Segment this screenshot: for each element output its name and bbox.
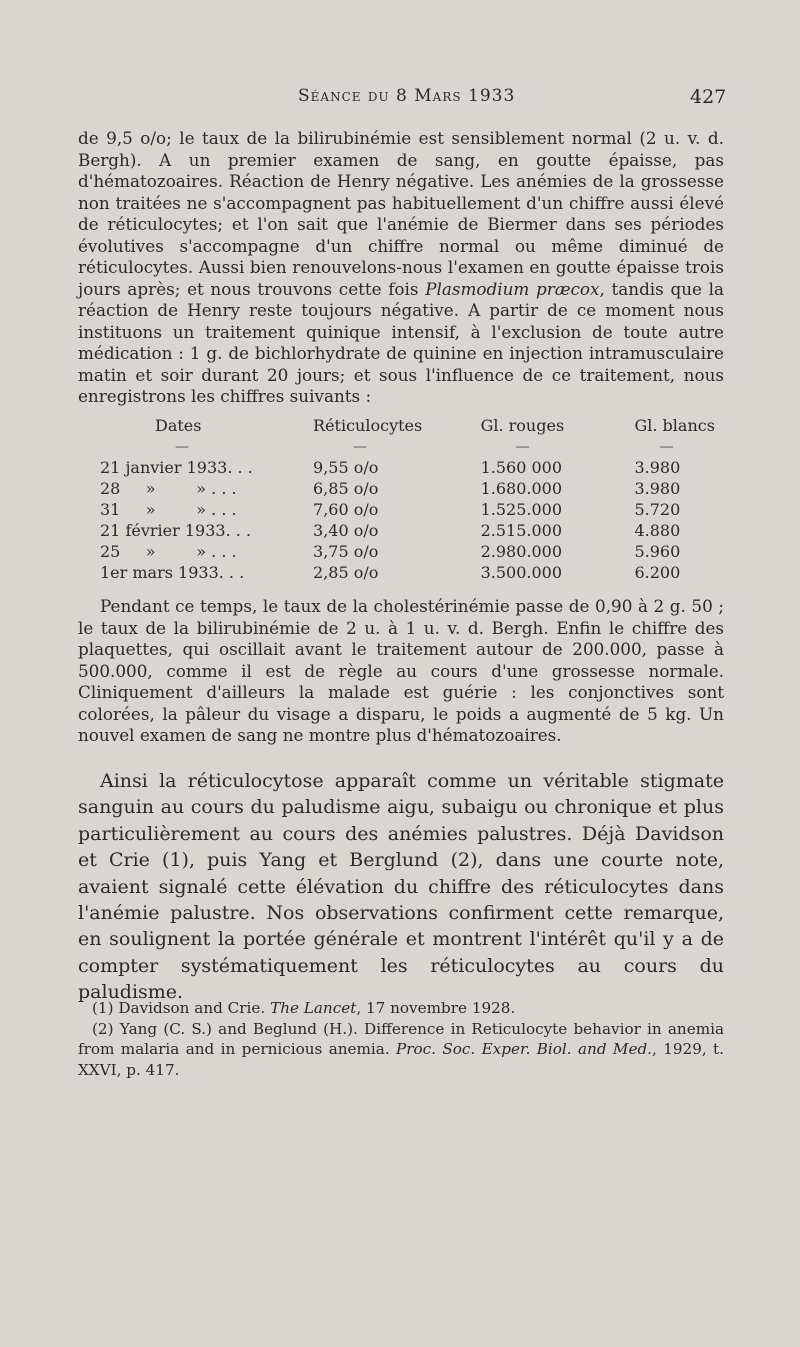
paragraph-text: Ainsi la réticulocytose apparaît comme un véritable stigmate sanguin au cours du paludisme aigu, subaigu ou chronique et plus particulièrement au cours des anémies palustres. Déjà Davidson et Crie (1), puis Yang et Berglund (2), dans une courte note, avaient signalé cette élévation du chiffre des réticulocytes dans l'anémie palustre. Nos observations confirment cette remarque, en soulignent la portée générale et montrent l'intérêt qu'il y a de compter systématiquement les réticulocytes au cours du paludisme. [78, 770, 724, 1004]
table-row [100, 520, 720, 541]
dash: — [353, 438, 368, 455]
footnote [78, 998, 724, 1019]
cell-date: 21 janvier 1933. . . [100, 458, 253, 477]
cell-reticulocytes: 6,85 o/o [313, 479, 379, 498]
running-head: Séance du 8 Mars 1933 [298, 86, 516, 106]
cell-date: 1er mars 1933. . . [100, 563, 245, 582]
footnotes [78, 998, 724, 1080]
table-row [100, 457, 720, 478]
cell-date: 28 » » . . . [100, 479, 237, 498]
species-name: Plasmodium præcox [425, 278, 600, 299]
journal-title: The Lancet [270, 999, 357, 1017]
cell-date: 31 » » . . . [100, 500, 237, 519]
cell-gl-blancs: 5.720 [634, 500, 681, 519]
cell-gl-rouges: 2.980.000 [480, 542, 563, 561]
cell-reticulocytes: 3,40 o/o [313, 521, 379, 540]
dash-row [100, 436, 720, 457]
paragraph-text: de 9,5 o/o; le taux de la bilirubinémie est sensiblement normal (2 u. v. d. Bergh). A un premier examen de sang, en goutte épaisse, pas d'hématozoaires. Réaction de Henry négative. Les anémies de la grossesse non traitées ne s'accompagnent pas habituellement d'un chiffre aussi élevé de réticulocytes; et l'on sait que l'anémie de Biermer dans ses périodes évolutives s'accompagne d'un chiffre normal ou même diminué de réticulocytes. Aussi bien renouvelons-nous l'examen en goutte épaisse trois jours après; et nous trouvons cette fois [78, 128, 724, 299]
paragraph-results [78, 596, 724, 747]
page-number: 427 [690, 86, 727, 108]
cell-reticulocytes: 7,60 o/o [313, 500, 379, 519]
footnote-text: , 17 novembre 1928. [356, 999, 516, 1017]
paragraph-text: Pendant ce temps, le taux de la cholestérinémie passe de 0,90 à 2 g. 50 ; le taux de la bilirubinémie de 2 u. à 1 u. v. d. Bergh. Enfin le chiffre des plaquettes, qui oscillait avant le traitement autour de 200.000, passe à 500.000, comme il est de règle au cours d'une grossesse normale. Cliniquement d'ailleurs la malade est guérie : les conjonctives sont colorées, la pâleur du visage a disparu, le poids a augmenté de 5 kg. Un nouvel examen de sang ne montre plus d'hématozoaires. [78, 596, 724, 745]
table-row [100, 499, 720, 520]
paragraph-continued [78, 128, 724, 408]
cell-gl-blancs: 3.980 [634, 479, 681, 498]
cell-reticulocytes: 2,85 o/o [313, 563, 379, 582]
paragraph-conclusion [78, 768, 724, 1006]
cell-gl-blancs: 3.980 [634, 458, 681, 477]
cell-gl-blancs: 4.880 [634, 521, 681, 540]
table-row [100, 562, 720, 583]
page-header [0, 86, 800, 116]
journal-title: Proc. Soc. Exper. Biol. and Med. [396, 1040, 653, 1058]
footnote-text: Yang (C. S.) and Beglund (H.). Difference in Reticulocyte behavior in anemia from malaria and in pernicious anemia. [78, 1019, 725, 1058]
cell-gl-blancs: 5.960 [634, 542, 681, 561]
column-header-reticulocytes: Réticulocytes [313, 415, 423, 435]
dash: — [659, 438, 674, 455]
cell-gl-rouges: 1.525.000 [480, 500, 563, 519]
results-table [100, 414, 720, 583]
cell-reticulocytes: 3,75 o/o [313, 542, 379, 561]
footnote-text: Davidson and Crie. [118, 999, 271, 1017]
footnote-index: (1) [92, 999, 114, 1017]
dash: — [175, 438, 189, 455]
cell-gl-rouges: 1.560 000 [480, 458, 563, 477]
cell-gl-blancs: 6.200 [634, 563, 681, 582]
dash: — [515, 438, 530, 455]
cell-reticulocytes: 9,55 o/o [313, 458, 379, 477]
footnote [78, 1019, 724, 1081]
column-header-gl-rouges: Gl. rouges [480, 415, 565, 435]
cell-date: 25 » » . . . [100, 542, 237, 561]
column-header-gl-blancs: Gl. blancs [634, 415, 715, 435]
cell-gl-rouges: 1.680.000 [480, 479, 563, 498]
footnote-index: (2) [92, 1019, 114, 1038]
column-header-dates: Dates [155, 415, 202, 435]
table-row [100, 478, 720, 499]
cell-date: 21 février 1933. . . [100, 521, 251, 540]
footnote-text: , 1929, t. XXVI, p. 417. [78, 1040, 724, 1079]
table-header-row [100, 414, 720, 436]
cell-gl-rouges: 2.515.000 [480, 521, 563, 540]
paragraph-text: , tandis que la réaction de Henry reste toujours négative. A partir de ce moment nous instituons un traitement quinique intensif, à l'exclusion de toute autre médication : 1 g. de bichlorhydrate de quinine en injection intramusculaire matin et soir durant 20 jours; et sous l'influence de ce traitement, nous enregistrons les chiffres suivants : [78, 278, 724, 406]
table-row [100, 541, 720, 562]
cell-gl-rouges: 3.500.000 [480, 563, 563, 582]
